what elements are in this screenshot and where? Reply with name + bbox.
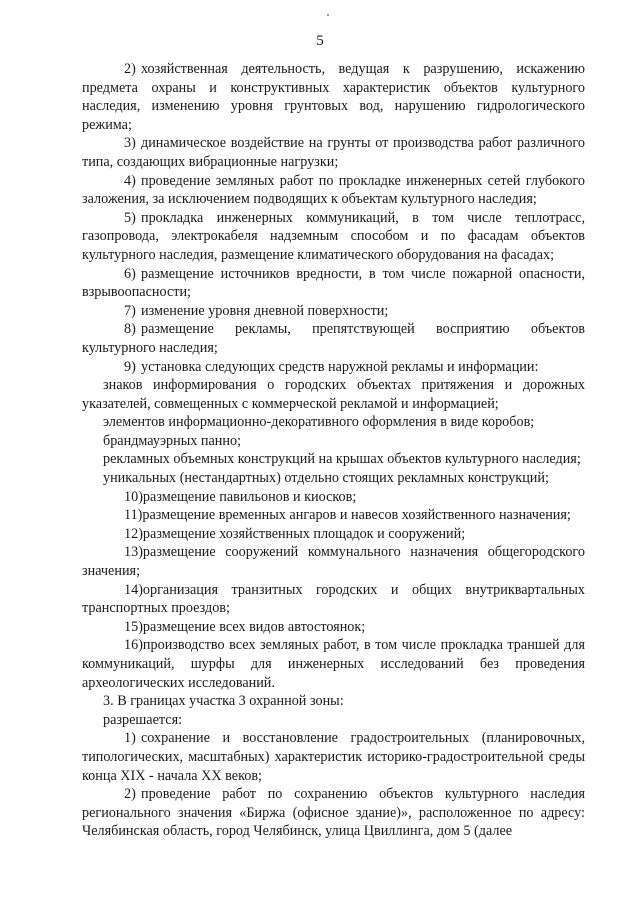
section-subheading: разрешается: xyxy=(103,711,183,728)
list-item: 16)производство всех земляных работ, в том числе прокладка траншей для коммуникаций, шурфы для инженерных исследований без проведения археологических исследований. xyxy=(82,637,585,691)
scan-speck xyxy=(327,14,329,16)
list-item: 10)размещение павильонов и киосков; xyxy=(124,488,357,505)
list-item: 2) проведение работ по сохранению объектов культурного наследия регионального значения «Биржа (офисное здание)», расположенное по адресу: Челябинская область, город Челябинск, улица Цвиллинга, дом 5 (далее xyxy=(82,786,585,840)
sub-item: элементов информационно-декоративного оформления в виде коробов; xyxy=(103,414,535,431)
list-item: 15)размещение всех видов автостоянок; xyxy=(124,618,366,635)
list-item: 11)размещение временных ангаров и навесов хозяйственного назначения; xyxy=(124,507,571,524)
list-item: 7) изменение уровня дневной поверхности; xyxy=(124,302,389,319)
section-heading: 3. В границах участка 3 охранной зоны: xyxy=(103,693,344,710)
page-number: 5 xyxy=(316,33,324,49)
list-item: 13)размещение сооружений коммунального назначения общегородского значения; xyxy=(82,544,585,580)
list-item: 4) проведение земляных работ по прокладке инженерных сетей глубокого заложения, за исключением подводящих к объектам культурного наследия; xyxy=(82,172,585,208)
sub-item: знаков информирования о городских объектах притяжения и дорожных указателей, совмещенных с коммерческой рекламой и информацией; xyxy=(82,377,585,412)
list-item: 14)организация транзитных городских и общих внутриквартальных транспортных проездов; xyxy=(82,581,585,617)
list-item: 6) размещение источников вредности, в том числе пожарной опасности, взрывоопасности; xyxy=(82,265,585,301)
list-item: 3) динамическое воздействие на грунты от производства работ различного типа, создающих вибрационные нагрузки; xyxy=(82,135,585,170)
sub-item: уникальных (нестандартных) отдельно стоящих рекламных конструкций; xyxy=(103,470,549,487)
list-item: 9) установка следующих средств наружной рекламы и информации: xyxy=(124,358,539,375)
list-item: 8) размещение рекламы, препятствующей восприятию объектов культурного наследия; xyxy=(82,321,585,356)
document-body xyxy=(82,60,585,841)
list-item: 2) хозяйственная деятельность, ведущая к разрушению, искажению предмета охраны и конструктивных характеристик объектов культурного наследия, изменению уровня грунтовых вод, нарушению гидрологического режима; xyxy=(82,61,585,133)
sub-item: рекламных объемных конструкций на крышах объектов культурного наследия; xyxy=(103,451,581,468)
list-item: 1) сохранение и восстановление градостроительных (планировочных, типологических, масштабных) характеристик историко-градостроительной среды конца XIX - начала XX веков; xyxy=(82,730,585,784)
list-item: 5) прокладка инженерных коммуникаций, в том числе теплотрасс, газопровода, электрокабеля надземным способом и по фасадам объектов культурного наследия, размещение климатического оборудования на фасадах; xyxy=(82,209,585,263)
sub-item: брандмауэрных панно; xyxy=(103,432,242,449)
list-item: 12)размещение хозяйственных площадок и сооружений; xyxy=(124,525,466,542)
